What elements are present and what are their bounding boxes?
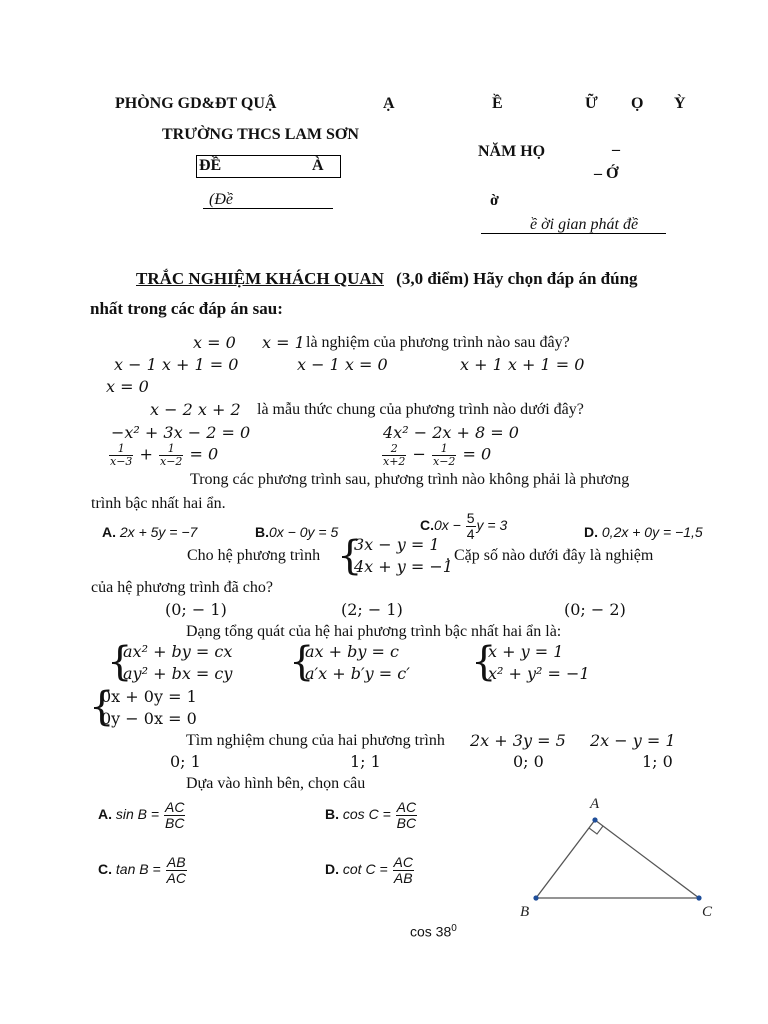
cos-text: cos 38 xyxy=(410,923,452,940)
q2-c-den2: x−2 xyxy=(160,454,183,468)
q5-b-eq1: ax + by = c xyxy=(305,642,399,661)
header-fragment-e: Ề xyxy=(492,95,503,112)
q3-d-expr: 0,2x + 0y = −1,5 xyxy=(601,524,703,540)
q1-option-d: x = 0 xyxy=(106,377,149,396)
exam-title-left: ĐỀ xyxy=(199,157,222,174)
q2-option-d xyxy=(381,443,491,467)
q7-option-d xyxy=(325,855,415,885)
point-a xyxy=(592,817,597,822)
q5-c-eq1: x + y = 1 xyxy=(488,642,564,661)
q7-d-label: D. xyxy=(325,860,339,877)
q7-text: Dựa vào hình bên, chọn câu xyxy=(186,775,366,792)
section-instructions: (3,0 điểm) Hãy chọn đáp án đúng xyxy=(396,269,638,288)
section-heading xyxy=(136,269,638,289)
q7-a-num: AC xyxy=(164,799,185,815)
q4-option-1: (0; − 1) xyxy=(165,600,227,619)
q2-d-num1: 2 xyxy=(382,443,406,456)
school-name: TRƯỜNG THCS LAM SƠN xyxy=(162,126,359,143)
exam-title-right: À xyxy=(312,157,324,174)
q2-option-b: 4x² − 2x + 8 = 0 xyxy=(383,423,519,442)
q3-c-pre: 0x − xyxy=(434,516,461,533)
q2-option-c xyxy=(108,443,218,467)
point-b xyxy=(533,895,538,900)
q7-option-c xyxy=(98,855,188,885)
q5-option-a xyxy=(123,641,232,685)
q3-c-num: 5 xyxy=(466,510,475,526)
header-fragment-o: Ọ xyxy=(631,95,644,112)
section-title: TRẮC NGHIỆM KHÁCH QUAN xyxy=(136,269,384,288)
q2-expression: x − 2 x + 2 xyxy=(150,400,241,419)
q3-option-b xyxy=(255,524,338,541)
q2-c-num1: 1 xyxy=(109,443,133,456)
q3-c-den: 4 xyxy=(466,525,475,542)
q2-option-a: −x² + 3x − 2 = 0 xyxy=(111,423,251,442)
q5-text: Dạng tổng quát của hệ hai phương trình bậc nhất hai ẩn là: xyxy=(186,623,562,640)
q4-text-after: . Cặp số nào dưới đây là nghiệm xyxy=(446,547,654,564)
q5-c-eq2: x² + y² = −1 xyxy=(488,664,590,683)
q5-c-brace: { xyxy=(471,639,497,685)
q2-c-op: + xyxy=(139,444,153,464)
department-name: PHÒNG GD&ĐT QUẬ xyxy=(115,95,277,112)
q4-system-eq1: 3x − y = 1 xyxy=(354,535,440,554)
q7-option-a xyxy=(98,800,186,830)
q7-a-label: A. xyxy=(98,805,112,822)
q7-c-label: C. xyxy=(98,860,112,877)
q7-a-fn: sin B = xyxy=(115,805,160,822)
q7-c-num: AB xyxy=(166,854,186,870)
q3-b-expr: 0x − 0y = 5 xyxy=(269,524,339,540)
label-c: C xyxy=(702,904,713,920)
side-ac xyxy=(595,820,699,898)
triangle-figure xyxy=(505,790,725,925)
q4-text-line2: của hệ phương trình đã cho? xyxy=(91,579,273,596)
q4-text-before: Cho hệ phương trình xyxy=(187,547,321,564)
header-dash-2: – Ớ xyxy=(594,165,619,182)
q3-text-line2: trình bậc nhất hai ẩn. xyxy=(91,495,226,512)
q6-option-1: 0; 1 xyxy=(170,752,201,771)
q3-text-line1: Trong các phương trình sau, phương trình nào không phải là phương xyxy=(190,471,630,488)
right-angle-mark xyxy=(589,826,603,834)
q4-system-eq2: 4x + y = −1 xyxy=(354,557,453,576)
point-c xyxy=(696,895,701,900)
q7-a-den: BC xyxy=(164,814,185,831)
header-o-char: ờ xyxy=(490,192,499,209)
exam-note-underline xyxy=(203,208,333,209)
q3-b-label: B. xyxy=(255,524,269,540)
q5-b-eq2: a′x + b′y = c′ xyxy=(305,664,410,683)
q7-d-num: AC xyxy=(393,854,413,870)
q1-eq1: x = 0 xyxy=(193,333,236,352)
q3-option-a xyxy=(102,524,197,541)
q2-text: là mẫu thức chung của phương trình nào dưới đây? xyxy=(257,401,584,418)
q5-a-eq2: ay² + bx = cy xyxy=(123,664,233,683)
q3-c-label: C. xyxy=(420,516,434,533)
q7-b-den: BC xyxy=(396,814,417,831)
school-year: NĂM HỌ xyxy=(478,143,546,160)
q7-d-fn: cot C = xyxy=(342,860,388,877)
q6-text: Tìm nghiệm chung của hai phương trình xyxy=(186,732,445,749)
q2-c-tail: = 0 xyxy=(189,444,219,464)
time-note-underline xyxy=(481,233,666,234)
q5-b-brace: { xyxy=(289,639,315,685)
header-dash-1: – xyxy=(612,141,620,158)
section-instructions-line2: nhất trong các đáp án sau: xyxy=(90,299,283,318)
q1-option-a: x − 1 x + 1 = 0 xyxy=(114,355,239,374)
q5-option-c xyxy=(488,641,590,685)
q2-c-den1: x−3 xyxy=(110,454,133,468)
label-b: B xyxy=(520,904,530,920)
q4-option-2: (2; − 1) xyxy=(341,600,403,619)
header-fragment-u: Ữ xyxy=(585,95,598,112)
q7-c-fn: tan B = xyxy=(115,860,161,877)
q7-b-fn: cos C = xyxy=(342,805,391,822)
q1-option-b: x − 1 x = 0 xyxy=(297,355,388,374)
q7-option-b xyxy=(325,800,418,830)
header-fragment-a: Ạ xyxy=(383,95,395,112)
q7-d-den: AB xyxy=(393,869,413,886)
cos-degree: 0 xyxy=(451,923,457,934)
q7-c-den: AC xyxy=(166,869,186,886)
q1-eq2: x = 1 xyxy=(262,333,305,352)
q2-d-den2: x−2 xyxy=(433,454,456,468)
q2-d-op: − xyxy=(412,444,426,464)
header-fragment-y: Ỳ xyxy=(674,95,686,112)
q5-a-eq1: ax² + by = cx xyxy=(123,642,233,661)
q1-text: là nghiệm của phương trình nào sau đây? xyxy=(306,334,570,351)
q4-system xyxy=(354,534,453,578)
q6-option-4: 1; 0 xyxy=(642,752,673,771)
q4-system-brace: { xyxy=(337,533,363,579)
q5-a-brace: { xyxy=(107,639,133,685)
q6-eq2: 2x − y = 1 xyxy=(590,731,676,750)
q6-eq1: 2x + 3y = 5 xyxy=(470,731,566,750)
q5-option-d xyxy=(101,686,197,730)
q7-b-num: AC xyxy=(396,799,417,815)
q6-option-2: 1; 1 xyxy=(350,752,381,771)
q2-d-den1: x+2 xyxy=(383,454,406,468)
time-note: ề ời gian phát đề xyxy=(530,216,639,233)
q7-b-label: B. xyxy=(325,805,339,822)
q2-d-tail: = 0 xyxy=(462,444,492,464)
cos-expression xyxy=(410,923,457,940)
label-a: A xyxy=(590,796,600,812)
q3-option-d xyxy=(584,524,703,541)
q5-d-eq2: 0y − 0x = 0 xyxy=(101,709,197,728)
q3-c-post: y = 3 xyxy=(476,516,508,533)
q6-option-3: 0; 0 xyxy=(513,752,544,771)
q5-d-eq1: 0x + 0y = 1 xyxy=(101,687,197,706)
q5-option-b xyxy=(305,641,410,685)
exam-note: (Đề xyxy=(209,191,233,208)
q2-d-num2: 1 xyxy=(432,443,456,456)
q4-option-3: (0; − 2) xyxy=(564,600,626,619)
q5-d-brace: { xyxy=(89,684,115,730)
q3-d-label: D. xyxy=(584,524,598,540)
side-ab xyxy=(536,820,595,898)
q2-c-num2: 1 xyxy=(159,443,183,456)
q1-option-c: x + 1 x + 1 = 0 xyxy=(460,355,585,374)
q3-a-expr: 2x + 5y = −7 xyxy=(119,524,198,540)
q3-a-label: A. xyxy=(102,524,116,540)
